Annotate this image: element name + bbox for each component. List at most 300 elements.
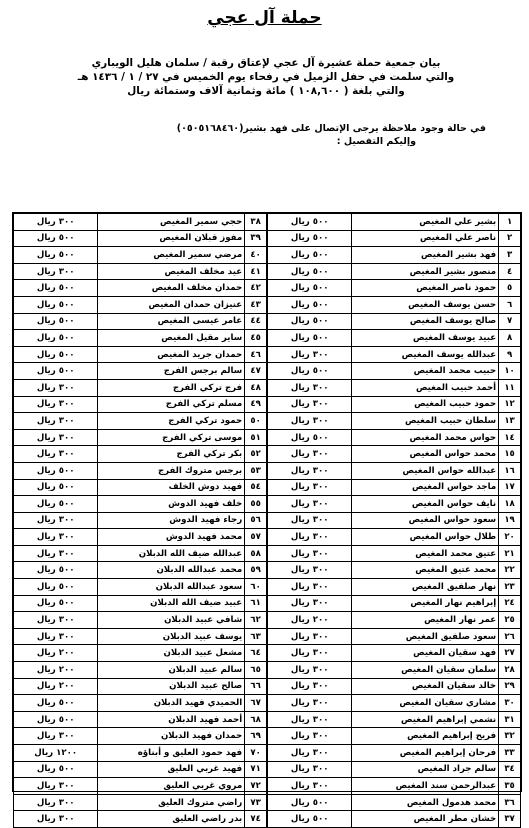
column-gap [267, 446, 268, 463]
donor-number: ٢٧ [499, 645, 521, 662]
donor-number: ٣٢ [499, 728, 521, 745]
donation-amount: ٥٠٠ ريال [268, 230, 352, 247]
intro-statement [60, 56, 472, 98]
donor-name: ناصر علي المغيص [352, 230, 499, 247]
table-row [14, 662, 521, 679]
donation-amount: ١٢٠٠ ريال [14, 745, 98, 762]
donation-amount: ٥٠٠ ريال [268, 214, 352, 231]
donor-number: ٤٢ [245, 280, 267, 297]
intro-line: والتي سلمت في حفل الزميل في رفحاء يوم الخميس في ٢٧ / ١ / ١٤٣٦ هـ [77, 71, 455, 83]
donor-number: ٦٩ [245, 728, 267, 745]
table-row [14, 761, 521, 778]
donor-number: ١ [499, 214, 521, 231]
donor-name: عبيد ضيف الله الدبلان [98, 595, 245, 612]
table-row [14, 413, 521, 430]
donor-name: رجاء فهيد الدوش [98, 512, 245, 529]
donor-number: ٤٦ [245, 346, 267, 363]
donation-amount: ٥٠٠ ريال [14, 695, 98, 712]
donor-number: ٧١ [245, 761, 267, 778]
donation-amount: ٥٠٠ ريال [14, 496, 98, 513]
donation-amount: ٥٠٠ ريال [14, 363, 98, 380]
donor-number: ٧٣ [245, 794, 267, 811]
donor-number: ٥ [499, 280, 521, 297]
donor-name: عتيق محمد المغيص [352, 545, 499, 562]
table-row [14, 429, 521, 446]
donation-amount: ٥٠٠ ريال [268, 429, 352, 446]
donor-number: ٧٠ [245, 745, 267, 762]
donor-name: عامر عيسى المغيص [98, 313, 245, 330]
donation-amount: ٣٠٠ ريال [268, 628, 352, 645]
donor-name: خالد سقيان المغيص [352, 678, 499, 695]
donor-number: ٦٨ [245, 711, 267, 728]
donor-number: ٥٠ [245, 413, 267, 430]
donor-number: ٦٠ [245, 579, 267, 596]
donation-amount: ٣٠٠ ريال [268, 678, 352, 695]
donation-amount: ٣٠٠ ريال [268, 346, 352, 363]
column-gap [267, 429, 268, 446]
donation-amount: ٣٠٠ ريال [14, 529, 98, 546]
donor-name: فريح إبراهيم المغيص [352, 728, 499, 745]
donor-number: ١٧ [499, 479, 521, 496]
donor-name: حمود تركي الفرج [98, 413, 245, 430]
donor-number: ٧ [499, 313, 521, 330]
donor-name: عبدالرحمن سند المغيص [352, 778, 499, 795]
donation-amount: ٣٠٠ ريال [268, 512, 352, 529]
donor-number: ٣٣ [499, 745, 521, 762]
column-gap [267, 230, 268, 247]
donor-number: ٥٣ [245, 462, 267, 479]
donation-amount: ٥٠٠ ريال [14, 280, 98, 297]
donation-amount: ٣٠٠ ريال [14, 413, 98, 430]
donation-amount: ٥٠٠ ريال [14, 761, 98, 778]
table-row [14, 678, 521, 695]
donor-name: مشعل عبيد الدبلان [98, 645, 245, 662]
table-row [14, 545, 521, 562]
page-title: حملة آل عجي [207, 8, 322, 28]
donor-number: ٣٤ [499, 761, 521, 778]
donor-name: سالم عبيد الدبلان [98, 662, 245, 679]
donation-amount: ٣٠٠ ريال [14, 794, 98, 811]
table-row [14, 695, 521, 712]
table-row [14, 562, 521, 579]
donor-number: ٦٣ [245, 628, 267, 645]
donation-amount: ٥٠٠ ريال [14, 462, 98, 479]
donation-amount: ٥٠٠ ريال [14, 346, 98, 363]
donation-amount: ٣٠٠ ريال [268, 545, 352, 562]
donor-name: خشان مطر المغيص [352, 811, 499, 828]
table-row [14, 280, 521, 297]
donor-name: مرضي سمير المغيص [98, 247, 245, 264]
donor-number: ٧٤ [245, 811, 267, 828]
column-gap [267, 462, 268, 479]
table-row [14, 247, 521, 264]
column-gap [267, 479, 268, 496]
table-row [14, 346, 521, 363]
donation-amount: ٥٠٠ ريال [268, 363, 352, 380]
donation-amount: ٣٠٠ ريال [14, 214, 98, 231]
donor-number: ٥٨ [245, 545, 267, 562]
donation-amount: ٥٠٠ ريال [14, 595, 98, 612]
table-row [14, 446, 521, 463]
donation-amount: ٣٠٠ ريال [14, 811, 98, 828]
donor-name: سلمان سقيان المغيص [352, 662, 499, 679]
donor-name: سعود صلفيق المغيص [352, 628, 499, 645]
donor-number: ٩ [499, 346, 521, 363]
column-gap [267, 379, 268, 396]
donation-amount: ٣٠٠ ريال [14, 612, 98, 629]
table-row [14, 379, 521, 396]
table-row [14, 711, 521, 728]
intro-line: والتي بلغة ( ١٠٨,٦٠٠ ) مائة وثمانية آلاف وستمائة ريال [127, 85, 405, 97]
donation-amount: ٣٠٠ ريال [268, 562, 352, 579]
donor-name: سالم جراد المغيص [352, 761, 499, 778]
column-gap [267, 745, 268, 762]
donor-number: ٧٢ [245, 778, 267, 795]
column-gap [267, 579, 268, 596]
column-gap [267, 728, 268, 745]
donation-amount: ٥٠٠ ريال [268, 794, 352, 811]
donor-name: بكر تركي الفرج [98, 446, 245, 463]
donor-name: خلف فهيد الدوش [98, 496, 245, 513]
column-gap [267, 247, 268, 264]
donor-name: شافي عبيد الدبلان [98, 612, 245, 629]
column-gap [267, 761, 268, 778]
donation-amount: ٢٠٠ ريال [14, 662, 98, 679]
column-gap [267, 330, 268, 347]
column-gap [267, 280, 268, 297]
column-gap [267, 645, 268, 662]
donor-number: ٥٢ [245, 446, 267, 463]
donation-amount: ٣٠٠ ريال [268, 396, 352, 413]
donor-name: فهد سقيان المغيص [352, 645, 499, 662]
donor-name: فرحان إبراهيم المغيص [352, 745, 499, 762]
donor-number: ٣٥ [499, 778, 521, 795]
donor-name: صالح عبيد الدبلان [98, 678, 245, 695]
donor-name: إبراهيم نهار المغيص [352, 595, 499, 612]
column-gap [267, 313, 268, 330]
donation-amount: ٣٠٠ ريال [268, 745, 352, 762]
donor-number: ٤٨ [245, 379, 267, 396]
donation-amount: ٣٠٠ ريال [268, 695, 352, 712]
donor-number: ١٢ [499, 396, 521, 413]
table-row [14, 612, 521, 629]
table-row [14, 778, 521, 795]
donor-number: ٣٧ [499, 811, 521, 828]
donor-number: ٦٧ [245, 695, 267, 712]
donation-amount: ٣٠٠ ريال [268, 711, 352, 728]
donor-number: ٥٤ [245, 479, 267, 496]
contact-line: في حالة وجود ملاحظة يرجى الإتصال على فهد بشير(٠٥٠٥١٦٨٤٦٠) [176, 123, 486, 134]
donor-name: مروي غربي العليق [98, 778, 245, 795]
donor-number: ٢٩ [499, 678, 521, 695]
donor-number: ١١ [499, 379, 521, 396]
donor-number: ٤٠ [245, 247, 267, 264]
donor-name: فهيد دوش الخلف [98, 479, 245, 496]
donor-number: ٦٢ [245, 612, 267, 629]
donation-amount: ٥٠٠ ريال [268, 313, 352, 330]
donor-name: عنيزان حمدان المغيص [98, 296, 245, 313]
donor-name: فهد بشير المغيص [352, 247, 499, 264]
donation-amount: ٣٠٠ ريال [14, 396, 98, 413]
donation-amount: ٥٠٠ ريال [14, 247, 98, 264]
donor-number: ٢٢ [499, 562, 521, 579]
donor-name: بشير علي المغيص [352, 214, 499, 231]
donor-number: ١٤ [499, 429, 521, 446]
donor-number: ٤٤ [245, 313, 267, 330]
column-gap [267, 396, 268, 413]
table-row [14, 512, 521, 529]
table-row [14, 496, 521, 513]
donor-name: صالح يوسف المغيص [352, 313, 499, 330]
donor-number: ٢٥ [499, 612, 521, 629]
donations-table [12, 212, 522, 825]
donor-number: ٦ [499, 296, 521, 313]
donation-amount: ٣٠٠ ريال [14, 545, 98, 562]
donor-number: ٢٣ [499, 579, 521, 596]
donor-number: ٢٦ [499, 628, 521, 645]
donor-number: ٣٦ [499, 794, 521, 811]
donor-name: مسلم تركي الفرج [98, 396, 245, 413]
donor-name: نهار صلفيق المغيص [352, 579, 499, 596]
donor-name: حمدان مخلف المغيص [98, 280, 245, 297]
donation-amount: ٥٠٠ ريال [14, 479, 98, 496]
column-gap [267, 545, 268, 562]
donor-name: منصور بشير المغيص [352, 263, 499, 280]
table-row [14, 479, 521, 496]
donor-name: سعود حواس المغيص [352, 512, 499, 529]
donation-amount: ٥٠٠ ريال [268, 263, 352, 280]
donor-name: مفوز قبلان المغيص [98, 230, 245, 247]
donor-name: نايف حواس المغيص [352, 496, 499, 513]
donation-amount: ٥٠٠ ريال [268, 811, 352, 828]
table-row [14, 529, 521, 546]
donor-number: ٢١ [499, 545, 521, 562]
donor-name: ماجد حواس المغيص [352, 479, 499, 496]
donor-name: فرج تركي الفرج [98, 379, 245, 396]
column-gap [267, 263, 268, 280]
donor-number: ٥٧ [245, 529, 267, 546]
donor-name: محمد هدمول المغيص [352, 794, 499, 811]
donor-name: محمد فهيد الدوش [98, 529, 245, 546]
column-gap [267, 296, 268, 313]
table-row [14, 811, 521, 828]
donation-amount: ٣٠٠ ريال [14, 628, 98, 645]
column-gap [267, 595, 268, 612]
donation-amount: ٥٠٠ ريال [268, 280, 352, 297]
donor-number: ٣٠ [499, 695, 521, 712]
contact-note [100, 122, 486, 148]
donor-name: فهد حمود العليق و أبناؤه [98, 745, 245, 762]
column-gap [267, 778, 268, 795]
donation-amount: ٣٠٠ ريال [14, 379, 98, 396]
table-row [14, 263, 521, 280]
donor-name: أحمد حبيب المغيص [352, 379, 499, 396]
donor-number: ٥٥ [245, 496, 267, 513]
donor-name: سلطان حبيب المغيص [352, 413, 499, 430]
donor-name: موسى تركي الفرج [98, 429, 245, 446]
donation-amount: ٥٠٠ ريال [14, 330, 98, 347]
donor-name: عبيد يوسف المغيص [352, 330, 499, 347]
donor-number: ٥٩ [245, 562, 267, 579]
column-gap [267, 628, 268, 645]
donor-name: محمد عبدالله الدبلان [98, 562, 245, 579]
table-row [14, 579, 521, 596]
donor-number: ٤ [499, 263, 521, 280]
table-row [14, 214, 521, 231]
donor-name: محمد حواس المغيص [352, 446, 499, 463]
donor-number: ١٥ [499, 446, 521, 463]
donor-name: محمد عتيق المغيص [352, 562, 499, 579]
donor-name: نشمي إبراهيم المغيص [352, 711, 499, 728]
column-gap [267, 529, 268, 546]
donor-name: حمود حبيب المغيص [352, 396, 499, 413]
donation-amount: ٣٠٠ ريال [268, 778, 352, 795]
donor-name: عيد مخلف المغيص [98, 263, 245, 280]
donation-amount: ٣٠٠ ريال [268, 529, 352, 546]
donor-number: ١٨ [499, 496, 521, 513]
donor-number: ٤٣ [245, 296, 267, 313]
table-row [14, 363, 521, 380]
donation-amount: ٣٠٠ ريال [268, 662, 352, 679]
donor-name: عبدالله ضيف الله الدبلان [98, 545, 245, 562]
column-gap [267, 662, 268, 679]
table-row [14, 794, 521, 811]
donation-amount: ٣٠٠ ريال [268, 595, 352, 612]
donor-number: ٤٧ [245, 363, 267, 380]
donor-name: ساير مقيل المغيص [98, 330, 245, 347]
donor-number: ٣٩ [245, 230, 267, 247]
donor-name: سالم برجس الفرج [98, 363, 245, 380]
donor-name: مشاري سقيان المغيص [352, 695, 499, 712]
donor-number: ٦٥ [245, 662, 267, 679]
table-row [14, 728, 521, 745]
column-gap [267, 214, 268, 231]
donation-amount: ٣٠٠ ريال [268, 462, 352, 479]
table-row [14, 396, 521, 413]
donor-number: ١٣ [499, 413, 521, 430]
donor-name: الحميدي فهيد الدبلان [98, 695, 245, 712]
donation-amount: ٢٠٠ ريال [268, 612, 352, 629]
column-gap [267, 413, 268, 430]
donor-number: ٤٩ [245, 396, 267, 413]
donor-name: حبيب محمد المغيص [352, 363, 499, 380]
donation-amount: ٣٠٠ ريال [268, 496, 352, 513]
donation-amount: ٥٠٠ ريال [14, 296, 98, 313]
donor-number: ٥٦ [245, 512, 267, 529]
donations-table-body [14, 214, 521, 828]
donor-number: ١٦ [499, 462, 521, 479]
donor-name: حمود ناصر المغيص [352, 280, 499, 297]
donor-number: ٢٨ [499, 662, 521, 679]
donor-name: برجس متروك الفرج [98, 462, 245, 479]
donation-amount: ٥٠٠ ريال [268, 330, 352, 347]
donor-name: طلال حواس المغيص [352, 529, 499, 546]
donor-number: ٦١ [245, 595, 267, 612]
donor-number: ٢٠ [499, 529, 521, 546]
donation-amount: ٢٠٠ ريال [14, 678, 98, 695]
donor-name: عمر نهار المغيص [352, 612, 499, 629]
column-gap [267, 794, 268, 811]
donor-number: ٦٦ [245, 678, 267, 695]
donation-amount: ٣٠٠ ريال [268, 379, 352, 396]
donor-number: ٨ [499, 330, 521, 347]
donation-amount: ٣٠٠ ريال [14, 728, 98, 745]
donation-amount: ٣٠٠ ريال [14, 429, 98, 446]
donation-amount: ٣٠٠ ريال [268, 579, 352, 596]
donation-amount: ٣٠٠ ريال [268, 645, 352, 662]
donor-name: حسن يوسف المغيص [352, 296, 499, 313]
column-gap [267, 695, 268, 712]
donor-number: ١٠ [499, 363, 521, 380]
intro-line: بيان جمعية حملة عشيرة آل عجي لإعتاق رقبة / سلمان هليل الويباري [91, 57, 441, 69]
donation-amount: ٣٠٠ ريال [268, 728, 352, 745]
table-row [14, 296, 521, 313]
donor-number: ٣٨ [245, 214, 267, 231]
donor-name: حمدان جريد المغيص [98, 346, 245, 363]
donor-number: ٣ [499, 247, 521, 264]
donation-amount: ٣٠٠ ريال [14, 446, 98, 463]
table-row [14, 595, 521, 612]
donor-number: ٤٥ [245, 330, 267, 347]
donation-amount: ٥٠٠ ريال [14, 313, 98, 330]
donation-amount: ٣٠٠ ريال [14, 263, 98, 280]
column-gap [267, 363, 268, 380]
donor-name: حجي سمير المغيص [98, 214, 245, 231]
details-heading: وإليكم التفصيل : [336, 136, 416, 147]
donor-name: حواس محمد المغيص [352, 429, 499, 446]
donation-amount: ٥٠٠ ريال [14, 230, 98, 247]
donor-number: ٣١ [499, 711, 521, 728]
donor-name: فهيد غربي العليق [98, 761, 245, 778]
donor-number: ٢٤ [499, 595, 521, 612]
column-gap [267, 346, 268, 363]
table-row [14, 313, 521, 330]
donor-name: يوسف عبيد الدبلان [98, 628, 245, 645]
column-gap [267, 512, 268, 529]
donation-amount: ٣٠٠ ريال [14, 512, 98, 529]
donation-amount: ٢٠٠ ريال [14, 645, 98, 662]
column-gap [267, 711, 268, 728]
column-gap [267, 678, 268, 695]
donation-amount: ٣٠٠ ريال [268, 446, 352, 463]
column-gap [267, 612, 268, 629]
donor-name: سعود عبدالله الدبلان [98, 579, 245, 596]
donation-amount: ٣٠٠ ريال [268, 413, 352, 430]
table-row [14, 230, 521, 247]
donor-name: عبدالله حواس المغيص [352, 462, 499, 479]
donation-amount: ٣٠٠ ريال [268, 761, 352, 778]
donation-amount: ٥٠٠ ريال [14, 711, 98, 728]
donor-name: راضي متروك العليق [98, 794, 245, 811]
donation-amount: ٥٠٠ ريال [268, 247, 352, 264]
donor-number: ٤١ [245, 263, 267, 280]
donor-number: ١٩ [499, 512, 521, 529]
table-row [14, 628, 521, 645]
donor-name: حمدان فهيد الدبلان [98, 728, 245, 745]
table-row [14, 645, 521, 662]
donor-number: ٢ [499, 230, 521, 247]
donation-amount: ٥٠٠ ريال [14, 579, 98, 596]
donation-amount: ٣٠٠ ريال [268, 479, 352, 496]
donation-amount: ٣٠٠ ريال [14, 778, 98, 795]
column-gap [267, 496, 268, 513]
donor-number: ٦٤ [245, 645, 267, 662]
table-row [14, 330, 521, 347]
column-gap [267, 562, 268, 579]
donation-amount: ٥٠٠ ريال [14, 562, 98, 579]
table-row [14, 745, 521, 762]
donor-name: عبدالله يوسف المغيص [352, 346, 499, 363]
